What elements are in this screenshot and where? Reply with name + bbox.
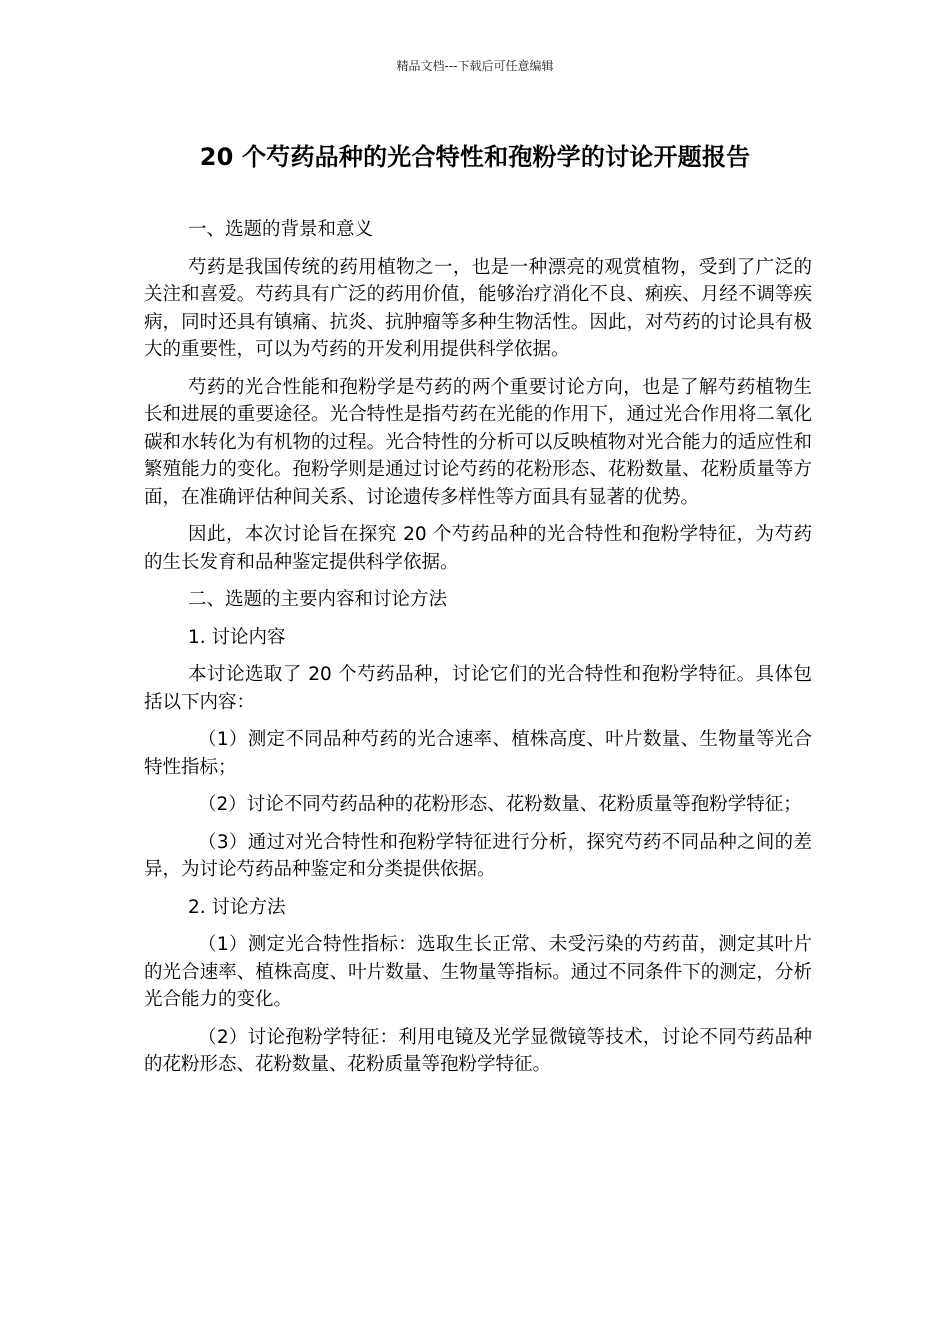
list-item-content-1: （1）测定不同品种芍药的光合速率、植株高度、叶片数量、生物量等光合特性指标； [144, 729, 812, 778]
subheading-research-content: 1. 讨论内容 [188, 626, 286, 648]
paragraph-research-aim: 因此，本次讨论旨在探究 20 个芍药品种的光合特性和孢粉学特征，为芍药的生长发育和品种鉴定提供科学依据。 [144, 524, 812, 573]
list-item-method-2: （2）讨论孢粉学特征：利用电镜及光学显微镜等技术，讨论不同芍药品种的花粉形态、花粉数量、花粉质量等孢粉学特征。 [144, 1026, 812, 1075]
list-item-content-2: （2）讨论不同芍药品种的花粉形态、花粉数量、花粉质量等孢粉学特征； [198, 794, 802, 815]
paragraph-background-intro: 芍药是我国传统的药用植物之一，也是一种漂亮的观赏植物，受到了广泛的关注和喜爱。芍药具有广泛的药用价值，能够治疗消化不良、痢疾、月经不调等疾病，同时还具有镇痛、抗炎、抗肿瘤等多种生物活性。因此，对芍药的讨论具有极大的重要性，可以为芍药的开发利用提供科学依据。 [144, 256, 812, 360]
list-item-method-1: （1）测定光合特性指标：选取生长正常、未受污染的芍药苗，测定其叶片的光合速率、植株高度、叶片数量、生物量等指标。通过不同条件下的测定，分析光合能力的变化。 [144, 934, 812, 1010]
section-heading-background: 一、选题的背景和意义 [188, 219, 374, 240]
list-item-content-3: （3）通过对光合特性和孢粉学特征进行分析，探究芍药不同品种之间的差异，为讨论芍药品种鉴定和分类提供依据。 [144, 831, 812, 880]
document-title: 20 个芍药品种的光合特性和孢粉学的讨论开题报告 [199, 143, 751, 171]
document-body [144, 216, 812, 1089]
paragraph-research-directions: 芍药的光合性能和孢粉学是芍药的两个重要讨论方向，也是了解芍药植物生长和进展的重要途径。光合特性是指芍药在光能的作用下，通过光合作用将二氧化碳和水转化为有机物的过程。光合特性的分析可以反映植物对光合能力的适应性和繁殖能力的变化。孢粉学则是通过讨论芍药的花粉形态、花粉数量、花粉质量等方面，在准确评估种间关系、讨论遗传多样性等方面具有显著的优势。 [144, 376, 812, 508]
subheading-research-methods: 2. 讨论方法 [188, 896, 286, 918]
section-heading-content-methods: 二、选题的主要内容和讨论方法 [188, 589, 448, 610]
page-header-watermark: 精品文档---下载后可任意编辑 [396, 59, 554, 73]
paragraph-content-overview: 本讨论选取了 20 个芍药品种，讨论它们的光合特性和孢粉学特征。具体包括以下内容： [144, 664, 812, 713]
